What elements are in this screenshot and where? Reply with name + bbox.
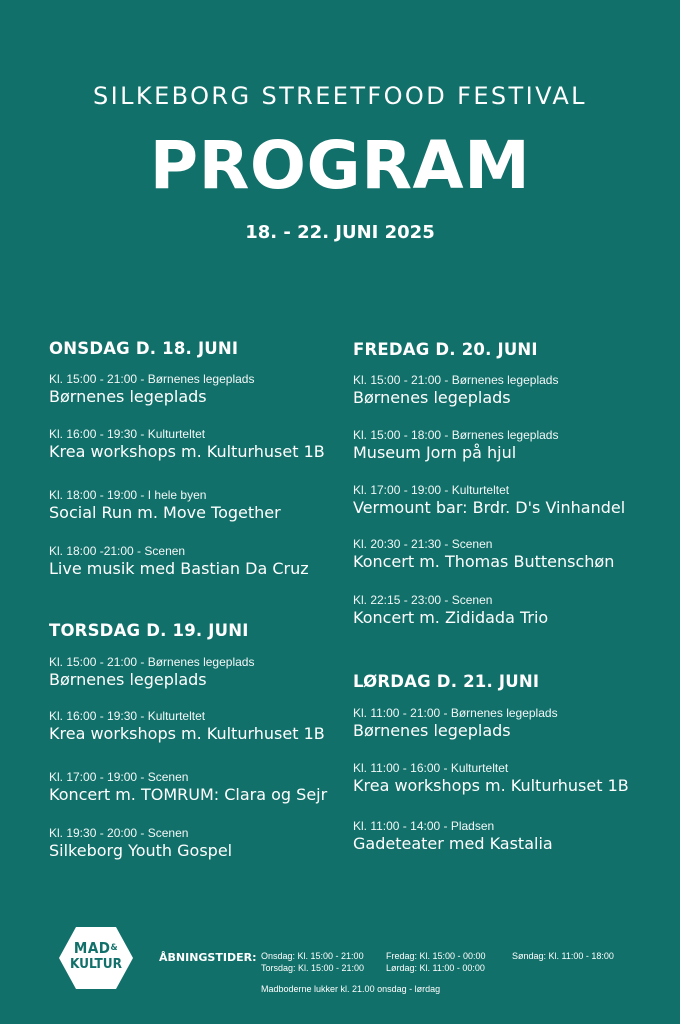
event-name: Koncert m. Thomas Buttenschøn — [353, 552, 615, 571]
event-time: Kl. 17:00 - 19:00 - Kulturteltet — [353, 483, 510, 497]
event-time: Kl. 11:00 - 14:00 - Pladsen — [353, 819, 495, 833]
event-name: Silkeborg Youth Gospel — [49, 841, 233, 860]
hours-lordag: Lørdag: Kl. 11:00 - 00:00 — [386, 963, 485, 973]
opening-hours-label: ÅBNINGSTIDER: — [159, 951, 257, 964]
event-time: Kl. 22:15 - 23:00 - Scenen — [353, 593, 493, 607]
event-time: Kl. 11:00 - 21:00 - Børnenes legeplads — [353, 706, 558, 720]
event-name: Vermount bar: Brdr. D's Vinhandel — [353, 498, 626, 517]
festival-dates: 18. - 22. JUNI 2025 — [245, 222, 435, 243]
mad-kultur-logo — [58, 926, 134, 990]
event-time: Kl. 15:00 - 18:00 - Børnenes legeplads — [353, 428, 559, 442]
event-item — [49, 544, 309, 579]
food-stalls-note: Madboderne lukker kl. 21.00 onsdag - lørdag — [261, 984, 441, 994]
hours-fredag: Fredag: Kl. 15:00 - 00:00 — [386, 951, 486, 961]
event-name: Børnenes legeplads — [49, 670, 207, 689]
event-time: Kl. 17:00 - 19:00 - Scenen — [49, 770, 189, 784]
hours-torsdag: Torsdag: Kl. 15:00 - 21:00 — [261, 963, 365, 973]
logo-text-bottom: KULTUR — [69, 956, 123, 972]
event-item — [49, 427, 325, 462]
festival-subtitle: SILKEBORG STREETFOOD FESTIVAL — [93, 82, 587, 110]
event-name: Børnenes legeplads — [353, 388, 511, 407]
event-time: Kl. 16:00 - 19:30 - Kulturteltet — [49, 709, 206, 723]
day-heading-fredag: FREDAG D. 20. JUNI — [353, 340, 538, 359]
page-title: PROGRAM — [149, 127, 531, 204]
event-item — [49, 488, 281, 523]
event-item — [353, 373, 558, 408]
event-name: Koncert m. Zididada Trio — [353, 608, 549, 627]
event-time: Kl. 15:00 - 21:00 - Børnenes legeplads — [49, 372, 255, 386]
event-name: Børnenes legeplads — [49, 387, 207, 406]
day-heading-onsdag: ONSDAG D. 18. JUNI — [49, 339, 239, 358]
event-name: Børnenes legeplads — [353, 721, 511, 740]
event-item — [49, 372, 254, 407]
event-time: Kl. 16:00 - 19:30 - Kulturteltet — [49, 427, 206, 441]
event-time: Kl. 18:00 - 19:00 - I hele byen — [49, 488, 207, 502]
event-item — [353, 483, 625, 518]
event-item — [49, 826, 232, 861]
event-item — [353, 428, 558, 463]
hours-onsdag: Onsdag: Kl. 15:00 - 21:00 — [261, 951, 364, 961]
day-heading-torsdag: TORSDAG D. 19. JUNI — [49, 621, 249, 640]
event-item — [49, 655, 254, 690]
event-time: Kl. 15:00 - 21:00 - Børnenes legeplads — [49, 655, 255, 669]
event-name: Gadeteater med Kastalia — [353, 834, 553, 853]
logo-text-top: MAD& — [73, 939, 119, 957]
day-heading-lordag: LØRDAG D. 21. JUNI — [353, 672, 540, 691]
event-name: Museum Jorn på hjul — [353, 443, 517, 462]
event-name: Krea workshops m. Kulturhuset 1B — [49, 442, 325, 461]
event-item — [353, 819, 553, 854]
hours-sondag: Søndag: Kl. 11:00 - 18:00 — [512, 951, 614, 961]
event-time: Kl. 18:00 -21:00 - Scenen — [49, 544, 186, 558]
event-time: Kl. 11:00 - 16:00 - Kulturteltet — [353, 761, 509, 775]
event-name: Live musik med Bastian Da Cruz — [49, 559, 309, 578]
event-name: Krea workshops m. Kulturhuset 1B — [353, 776, 629, 795]
event-time: Kl. 19:30 - 20:00 - Scenen — [49, 826, 189, 840]
event-time: Kl. 15:00 - 21:00 - Børnenes legeplads — [353, 373, 559, 387]
event-item — [353, 537, 614, 572]
event-item — [49, 709, 325, 744]
event-name: Koncert m. TOMRUM: Clara og Sejr — [49, 785, 328, 804]
event-item — [353, 593, 548, 628]
event-item — [353, 706, 558, 741]
event-name: Social Run m. Move Together — [49, 503, 281, 522]
event-item — [353, 761, 629, 796]
event-item — [49, 770, 327, 805]
event-name: Krea workshops m. Kulturhuset 1B — [49, 724, 325, 743]
event-time: Kl. 20:30 - 21:30 - Scenen — [353, 537, 493, 551]
